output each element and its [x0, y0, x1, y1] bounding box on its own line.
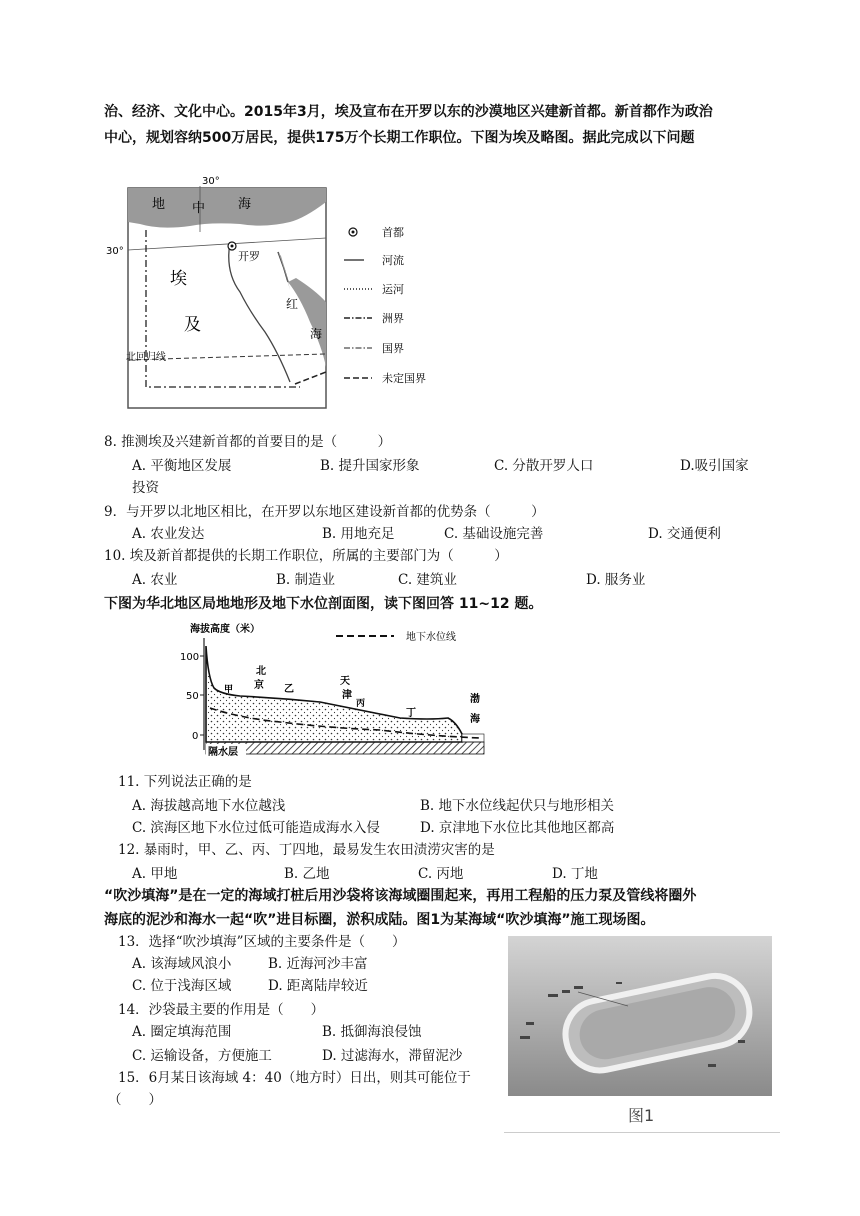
legend-item-disputed-border: 未定国界	[382, 372, 426, 385]
section2-intro: 下图为华北地区局地地形及地下水位剖面图，读下图回答 11~12 题。	[104, 596, 543, 612]
place-tian: 天	[340, 676, 350, 687]
place-jing: 京	[254, 680, 264, 691]
q8-option-b: B. 提升国家形象	[320, 458, 420, 474]
sea-label-2: 中	[192, 201, 206, 216]
q11-option-d: D. 京津地下水位比其他地区都高	[420, 820, 615, 836]
q15-stem-cont: （ ）	[108, 1092, 162, 1108]
intro-line-2: 中心，规划容纳500万居民，提供175万个长期工作职位。下图为埃及略图。据此完成以下问题	[104, 130, 695, 146]
q13-option-a: A. 该海域风浪小	[132, 956, 232, 972]
q12-option-a: A. 甲地	[132, 866, 178, 882]
legend-item-continent-border: 洲界	[382, 312, 404, 325]
legend-item-national-border: 国界	[382, 342, 404, 355]
tropic-label: 北回归线	[126, 352, 166, 363]
q8-stem: 8. 推测埃及兴建新首都的首要目的是（ ）	[104, 434, 392, 450]
q12-option-c: C. 丙地	[418, 866, 464, 882]
q10-option-c: C. 建筑业	[398, 572, 457, 588]
profile-ylabel: 海拔高度（米）	[190, 624, 260, 635]
q13-option-c: C. 位于浅海区域	[132, 978, 232, 994]
reclamation-photo	[508, 936, 772, 1096]
q8-option-d-cont: 投资	[132, 480, 159, 496]
place-ding: 丁	[406, 708, 416, 719]
legend-watertable-label: 地下水位线	[406, 632, 456, 643]
q11-stem: 11. 下列说法正确的是	[118, 774, 252, 790]
legend-item-river: 河流	[382, 254, 404, 267]
q10-option-d: D. 服务业	[586, 572, 646, 588]
q9-stem: 9．与开罗以北地区相比，在开罗以东地区建设新首都的优势条（ ）	[104, 504, 545, 520]
sea-label-1: 地	[152, 197, 166, 212]
country-label-1: 埃	[170, 269, 187, 289]
q10-option-b: B. 制造业	[276, 572, 336, 588]
q11-option-a: A. 海拔越高地下水位越浅	[132, 798, 286, 814]
q9-option-d: D. 交通便利	[648, 526, 721, 542]
q12-option-b: B. 乙地	[284, 866, 330, 882]
q15-stem: 15．6月某日该海域 4：40（地方时）日出，则其可能位于	[118, 1070, 471, 1086]
caption-divider	[504, 1132, 780, 1133]
q8-option-d: D.吸引国家	[680, 458, 749, 474]
q14-option-a: A. 圈定填海范围	[132, 1024, 232, 1040]
red-sea-label-1: 红	[286, 297, 299, 311]
place-yi: 乙	[284, 684, 294, 695]
lat-label-left: 30°	[106, 246, 124, 257]
q14-option-b: B. 抵御海浪侵蚀	[322, 1024, 422, 1040]
q14-option-d: D. 过滤海水，滞留泥沙	[322, 1048, 463, 1064]
map-legend	[344, 225, 426, 385]
place-bo: 渤	[470, 694, 480, 705]
q13-option-b: B. 近海河沙丰富	[268, 956, 368, 972]
lat-label-top: 30°	[202, 176, 220, 187]
aquiclude-layer	[206, 742, 484, 754]
q10-option-a: A. 农业	[132, 572, 178, 588]
city-label: 开罗	[238, 250, 260, 263]
q12-option-d: D. 丁地	[552, 866, 598, 882]
q13-stem: 13．选择“吹沙填海”区域的主要条件是（ ）	[118, 934, 406, 950]
q12-stem: 12. 暴雨时，甲、乙、丙、丁四地，最易发生农田渍涝灾害的是	[118, 842, 495, 858]
ytick-50: 50	[186, 691, 199, 702]
intro-line-1: 治、经济、文化中心。2015年3月，埃及宣布在开罗以东的沙漠地区兴建新首都。新首都作为政治	[104, 104, 713, 120]
place-jia: 甲	[224, 685, 234, 695]
place-bing: 丙	[356, 699, 366, 709]
section3-line-2: 海底的泥沙和海水一起“吹”进目标圈，淤积成陆。图1为某海域“吹沙填海”施工现场图。	[104, 912, 655, 928]
place-hai: 海	[470, 714, 480, 725]
q10-stem: 10. 埃及新首都提供的长期工作职位，所属的主要部门为（ ）	[104, 548, 508, 564]
aquiclude-label: 隔水层	[208, 747, 238, 758]
q9-option-c: C. 基础设施完善	[444, 526, 544, 542]
q9-option-a: A. 农业发达	[132, 526, 205, 542]
q9-option-b: B. 用地充足	[322, 526, 395, 542]
legend-item-capital: 首都	[382, 226, 404, 239]
q14-option-c: C. 运输设备，方便施工	[132, 1048, 272, 1064]
place-jin: 津	[342, 690, 352, 701]
section3-line-1: “吹沙填海”是在一定的海域打桩后用沙袋将该海域圈围起来，再用工程船的压力泵及管线将圈外	[104, 888, 697, 904]
q11-option-c: C. 滨海区地下水位过低可能造成海水入侵	[132, 820, 380, 836]
groundwater-profile	[180, 618, 490, 762]
egypt-map	[100, 172, 460, 412]
q11-option-b: B. 地下水位线起伏只与地形相关	[420, 798, 615, 814]
red-sea-label-2: 海	[310, 327, 323, 341]
ytick-100: 100	[180, 652, 200, 663]
q14-stem: 14．沙袋最主要的作用是（ ）	[118, 1002, 325, 1018]
q13-option-d: D. 距离陆岸较近	[268, 978, 368, 994]
photo-caption: 图1	[628, 1106, 655, 1125]
sea-label-3: 海	[238, 197, 252, 212]
q8-option-a: A. 平衡地区发展	[132, 458, 232, 474]
country-label-2: 及	[184, 315, 201, 335]
place-bei: 北	[256, 666, 266, 677]
legend-item-canal: 运河	[382, 283, 404, 296]
q8-option-c: C. 分散开罗人口	[494, 458, 594, 474]
ytick-0: 0	[192, 731, 199, 742]
